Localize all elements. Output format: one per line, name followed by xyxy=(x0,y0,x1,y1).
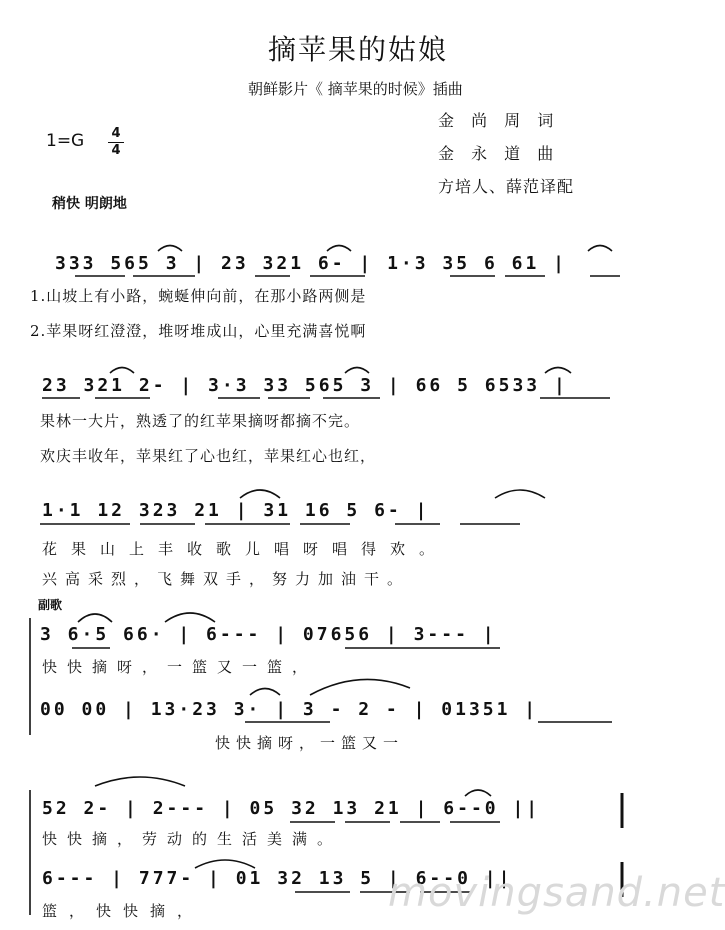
sys3-verse2: 兴高采烈，飞舞双手，努力加油干。 xyxy=(42,570,411,588)
sys4-lower-notes: 00 00 | 13·23 3· | 3 - 2 - | 01351 | xyxy=(40,699,539,720)
sys3-notes: 1·1 12 323 21 | 31 16 5 6- | xyxy=(42,500,430,521)
song-subtitle: 朝鲜影片《 摘苹果的时候》插曲 xyxy=(248,80,463,98)
sys1-verse1: 1.山坡上有小路，蜿蜒伸向前，在那小路两侧是 xyxy=(30,287,367,305)
time-signature-top: 4 xyxy=(111,126,121,141)
sys1-notes: 333 565 3 | 23 321 6- | 1·3 35 6 61 | xyxy=(55,253,567,274)
tempo-marking: 稍快 明朗地 xyxy=(52,196,127,212)
translator-credit: 方培人、薛范译配 xyxy=(438,177,575,196)
sys1-verse2: 2.苹果呀红澄澄，堆呀堆成山，心里充满喜悦啊 xyxy=(30,322,367,340)
song-title: 摘苹果的姑娘 xyxy=(268,33,449,66)
sys5-upper-notes: 52 2- | 2--- | 05 32 13 21 | 6--0 || xyxy=(42,798,541,819)
sys2-notes: 23 321 2- | 3·3 33 565 3 | 66 5 6533 | xyxy=(42,375,568,396)
key-signature: 1=G xyxy=(46,131,85,151)
sys5-lower-lyric: 篮，快快摘， xyxy=(42,902,205,920)
chorus-label: 副歌 xyxy=(38,598,63,612)
sys2-verse2: 欢庆丰收年，苹果红了心也红，苹果红心也红， xyxy=(40,447,377,465)
sys4-upper-lyric: 快快摘呀，一篮又一篮， xyxy=(42,658,318,676)
site-watermark: movingsand.net xyxy=(388,870,725,916)
sys3-verse1: 花果山上丰收歌儿唱呀唱得欢。 xyxy=(42,540,449,558)
sys5-lower-notes: 6--- | 777- | 01 32 13 5 | 6--0 || xyxy=(42,868,513,889)
sys4-lower-lyric: 快快摘呀，一篮又一 xyxy=(215,734,405,752)
time-signature-bottom: 4 xyxy=(111,143,121,158)
sys4-upper-notes: 3 6·5 66· | 6--- | 07656 | 3--- | xyxy=(40,624,497,645)
sys2-verse1: 果林一大片，熟透了的红苹果摘呀都摘不完。 xyxy=(40,412,361,430)
lyricist-credit: 金 尚 周 词 xyxy=(438,111,560,130)
sys5-upper-lyric: 快快摘，劳动的生活美满。 xyxy=(42,830,343,848)
composer-credit: 金 永 道 曲 xyxy=(438,144,560,163)
